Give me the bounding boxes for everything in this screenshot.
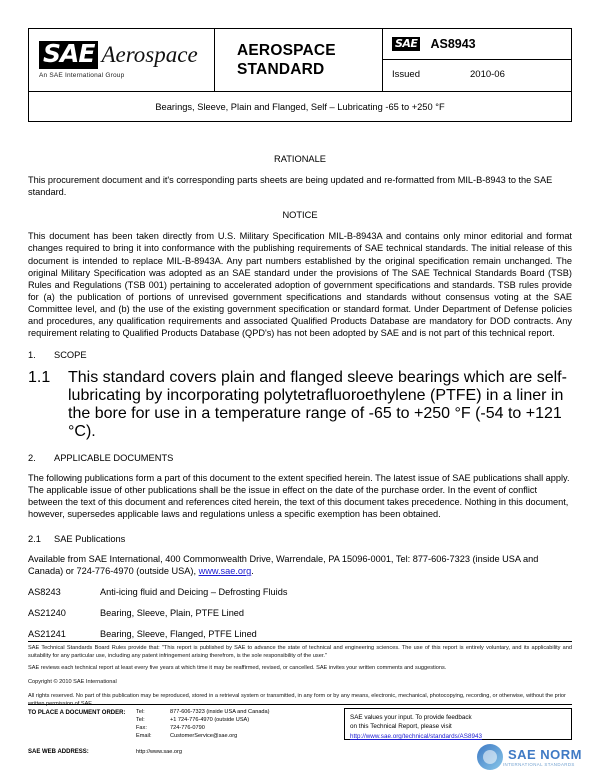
watermark-globe-icon (477, 744, 503, 770)
contact-grid (28, 708, 328, 740)
watermark-subtext: INTERNATIONAL STANDARDS (502, 762, 575, 767)
contact-label: Email: (136, 733, 152, 740)
issued-label: Issued (392, 69, 420, 81)
document-subject-row (29, 91, 571, 121)
copyright-notice: Copyright © 2010 SAE International (28, 678, 117, 685)
contact-value-email[interactable]: CustomerService@sae.org (170, 733, 238, 740)
contact-label: Fax: (136, 725, 147, 732)
feedback-line-1: SAE values your input. To provide feedback (350, 714, 472, 721)
sae-website-link[interactable]: www.sae.org (198, 566, 252, 577)
rationale-paragraph: This procurement document and it's corresponding parts sheets are being updated and re-formatted from MIL-B-8943 to the SAE standard. (28, 175, 553, 198)
feedback-link[interactable]: http://www.sae.org/technical/standards/AS8943 (350, 732, 482, 740)
sae-publications-number: 2.1 (28, 534, 41, 545)
sae-norm-watermark (477, 744, 582, 770)
document-header-table (28, 28, 572, 122)
issued-date: 2010-06 (470, 69, 505, 81)
footer-notices (28, 645, 572, 713)
sae-wordmark (39, 41, 214, 68)
web-address-value[interactable]: http://www.sae.org (136, 749, 183, 756)
contact-value-tel-outside: +1 724-776-4970 (outside USA) (170, 717, 250, 724)
publication-description: Bearing, Sleeve, Plain, PTFE Lined (100, 608, 245, 619)
contact-values (170, 708, 328, 740)
contact-value-fax: 724-776-0790 (170, 725, 205, 732)
section-applicable-number: 2. (28, 452, 36, 463)
contact-label: Tel: (136, 709, 145, 715)
document-number-cell (383, 29, 571, 60)
header-main-row (29, 29, 571, 91)
notice-heading: NOTICE (282, 210, 318, 221)
watermark-text-block (503, 747, 582, 767)
availability-paragraph (28, 553, 572, 577)
publication-description: Anti-icing fluid and Deicing – Defrosting Fluids (100, 587, 288, 598)
sae-publications-title: SAE Publications (54, 534, 126, 545)
footer-lower-divider (28, 704, 572, 705)
list-item (28, 629, 572, 639)
document-body (28, 142, 572, 650)
publication-id: AS21240 (28, 608, 66, 619)
order-title: TO PLACE A DOCUMENT ORDER: (28, 710, 126, 716)
section-scope-title: SCOPE (54, 349, 87, 360)
feedback-line-2: on this Technical Report, please visit (350, 723, 452, 731)
contact-value-tel-inside: 877-606-7323 (inside USA and Canada) (170, 709, 270, 715)
list-item (28, 608, 572, 618)
availability-text-post: . (251, 566, 254, 577)
header-right-column (383, 29, 571, 91)
section-applicable-heading (28, 453, 572, 463)
web-address-title: SAE WEB ADDRESS: (28, 749, 89, 756)
availability-text-pre: Available from SAE International, 400 Commonwealth Drive, Warrendale, PA 15096-0001, Tel: 877-606-7323 (inside USA and Canada) or 724-776-4970 (outside USA), (28, 554, 539, 577)
sae-small-logo-mark: SAE (392, 37, 420, 51)
footer-divider (28, 641, 572, 642)
section-scope-number: 1. (28, 349, 36, 360)
scope-sub-number: 1.1 (28, 368, 51, 386)
order-contact-block (28, 708, 328, 757)
feedback-box (344, 708, 572, 740)
sae-logo-mark: SAE (39, 41, 98, 68)
rights-notice: All rights reserved. No part of this publication may be reproduced, stored in a retrieval system or transmitted, in any form or by any means, electronic, mechanical, photocopying, recording, or otherwise, without the prior written permission of SAE. (28, 692, 566, 707)
sae-aerospace-logo (29, 29, 215, 91)
scope-sub-text: This standard covers plain and flanged sleeve bearings which are self-lubricating by incorporating polytetrafluoroethylene (PTFE) in a liner in the bore for use in a temperature range of -65 to +250 °F (-54 to +121 °C). (68, 368, 567, 440)
review-notice: SAE reviews each technical report at least every five years at which time it may be reaffirmed, revised, or cancelled. SAE invites your written comments and suggestions. (28, 664, 447, 671)
sae-logo-tagline: An SAE International Group (39, 71, 125, 79)
issued-cell (383, 60, 571, 90)
section-applicable-title: APPLICABLE DOCUMENTS (54, 452, 174, 463)
document-subject-text: Bearings, Sleeve, Plain and Flanged, Self – Lubricating -65 to +250 °F (155, 101, 445, 112)
document-number: AS8943 (430, 37, 476, 51)
contact-labels (136, 708, 170, 740)
publication-id: AS8243 (28, 587, 61, 598)
document-type-title (215, 29, 383, 91)
rationale-heading: RATIONALE (273, 154, 326, 164)
publication-id: AS21241 (28, 629, 66, 640)
publication-description: Bearing, Sleeve, Flanged, PTFE Lined (100, 629, 257, 640)
sae-publications-heading (28, 534, 572, 544)
notice-paragraph: This document has been taken directly from U.S. Military Specification MIL-B-8943A and contains only minor editorial and format changes required to bring it into conformance with the publishing requirements of SAE technical standards. The initial release of this document is intended to replace MIL-B-8943A. Any part numbers established by the original specification remain unchanged. The original Military Specification was adopted as an SAE standard under the provisions of The SAE Technical Standards Board (TSB) Rules and Regulations (TSB 001) pertaining to accelerated adoption of government specifications and standards. TSB rules provide for (a) the publication of portions of unrevised government specifications and standards without consensus voting at the SAE Committee level, and (b) the use of the existing government specification or standard format. Under Department of Defense policies and procedures, any qualification requirements and associated Qualified Products Database are mandatory for DOD contracts. Any requirement relating to Qualified Products Database (QPD's) has not been adopted by SAE and is not part of this technical report. (28, 231, 572, 339)
scope-subsection (28, 369, 572, 441)
section-scope-heading (28, 350, 572, 360)
list-item (28, 587, 572, 597)
contact-label: Tel: (136, 717, 145, 724)
applicable-intro-paragraph: The following publications form a part of this document to the extent specified herein. The latest issue of SAE publications shall apply. The applicable issue of other publications shall be the issue in effect on the date of the purchase order. In the event of conflict between the text of this document and references cited herein, the text of this document takes precedence. Nothing in this document, however, supersedes applicable laws and regulations unless a specific exemption has been obtained. (28, 472, 570, 519)
aerospace-logo-text: Aerospace (101, 42, 198, 68)
watermark-text: SAE NORM (507, 747, 582, 762)
web-address-row (28, 748, 328, 757)
tsb-rules-notice: SAE Technical Standards Board Rules provide that: "This report is published by SAE to advance the state of technical and engineering sciences. The use of this report is entirely voluntary, and its applicability and suitability for any particular use, including any patent infringement arising therefrom, is the sole responsibility of the user." (28, 645, 572, 659)
document-type-title-text: AEROSPACE STANDARD (237, 41, 336, 78)
